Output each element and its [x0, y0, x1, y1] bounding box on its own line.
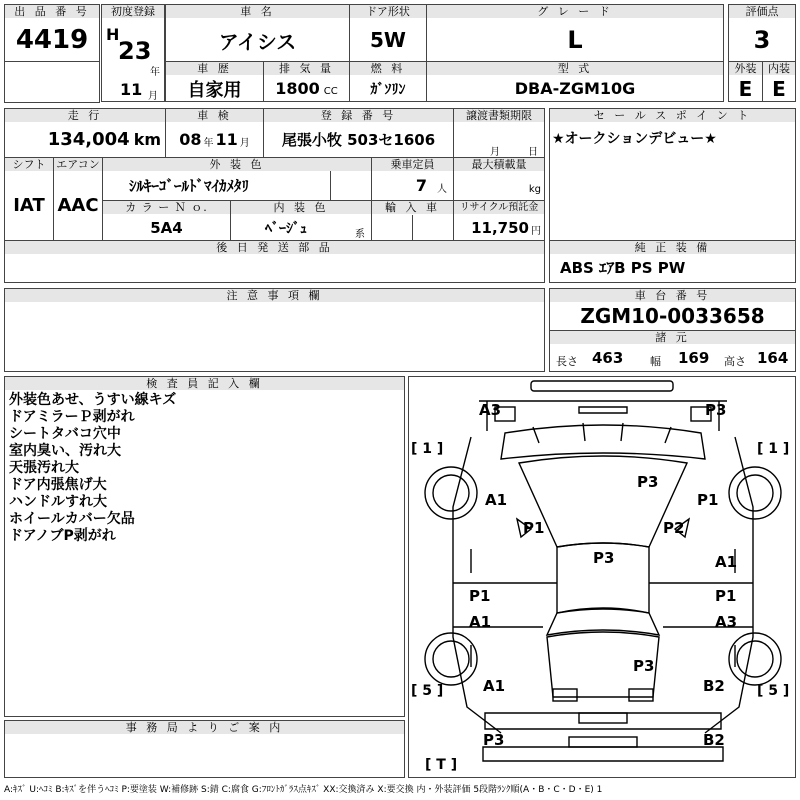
wheel-front-left-inner: [433, 475, 469, 511]
shift-cell: [4, 157, 54, 241]
damage-mark: P2: [663, 519, 685, 537]
lot-number-label: 出 品 番 号: [5, 5, 99, 18]
interior-color-label: 内 装 色: [231, 201, 371, 214]
caution-label: 注 意 事 項 欄: [5, 289, 544, 302]
displacement: 1800: [275, 79, 320, 98]
damage-mark: B2: [703, 731, 725, 749]
car-name-label: 車 名: [166, 5, 349, 18]
damage-mark: [ 1 ]: [411, 441, 444, 457]
transfer-label: 譲渡書類期限: [454, 109, 544, 122]
month-unit: 月: [148, 91, 158, 102]
mileage-value: [5, 122, 165, 156]
damage-mark: B2: [703, 677, 725, 695]
score-cell: [728, 4, 796, 62]
ac: AAC: [57, 194, 99, 216]
load-unit: kg: [528, 184, 541, 195]
interior-rating: E: [772, 76, 786, 101]
office-cell: [4, 720, 405, 778]
capacity-unit: 人: [437, 183, 447, 195]
model-cell: [426, 61, 724, 102]
rear-view-shape: [483, 747, 723, 761]
interior-label: 内装: [763, 62, 795, 75]
damage-mark: [ T ]: [425, 757, 458, 773]
inspection-month: 11: [215, 129, 238, 149]
inspector-notes: [5, 390, 404, 547]
inspection-year-unit: 年: [203, 137, 214, 149]
interior-color-cell: [230, 200, 372, 241]
displacement-label: 排 気 量: [264, 62, 349, 75]
plate-number: 尾張小牧 503セ1606: [281, 130, 436, 149]
exterior-cell: [728, 61, 763, 102]
sales-point-cell: [549, 108, 796, 241]
chassis-cell: [549, 288, 796, 331]
import-divider: [412, 215, 413, 241]
length-label: 長さ: [556, 355, 578, 368]
inspector-note: ドアミラーＰ剥がれ: [9, 409, 135, 425]
hood-shape: [501, 425, 705, 459]
door-lines-right: [649, 549, 753, 667]
recycle-label: リサイクル預託金: [454, 201, 544, 214]
office-label: 事 務 局 よ り ご 案 内: [5, 721, 404, 734]
hood-vents-shape: [533, 423, 671, 443]
history-label: 車 歴: [166, 62, 263, 75]
exterior-label: 外装: [729, 62, 762, 75]
inspector-note: ドア内張焦げ大: [9, 477, 107, 493]
spec-label: 諸 元: [550, 331, 795, 344]
inspection-year: 08: [179, 129, 202, 149]
damage-mark: A3: [715, 613, 738, 631]
door-cell: [349, 4, 427, 62]
plate-label: 登 録 番 号: [264, 109, 453, 122]
damage-mark: A1: [483, 677, 506, 695]
grille-detail-shape: [579, 407, 627, 413]
damage-mark: P3: [483, 731, 505, 749]
inspector-note: ドアノブP剥がれ: [9, 528, 116, 544]
inspector-note: ハンドルすれ大: [9, 494, 107, 510]
mileage-label: 走 行: [5, 109, 165, 122]
damage-mark: A3: [479, 401, 502, 419]
first-registration-cell: [101, 4, 165, 102]
color-no-cell: [102, 200, 231, 241]
car-name-cell: [165, 4, 350, 62]
damage-mark: [ 5 ]: [757, 683, 790, 699]
spec-cell: [549, 330, 796, 372]
inspection-cell: [165, 108, 264, 158]
recycle-value: [454, 214, 544, 241]
grade: L: [567, 26, 583, 54]
color-label: 外 装 色: [103, 158, 371, 171]
color-no-label: カ ラ ー Ｎ ｏ.: [103, 201, 230, 214]
displacement-cell: [263, 61, 350, 102]
height: 164: [757, 349, 789, 367]
import-label: 輸 入 車: [372, 201, 453, 214]
damage-mark: [ 1 ]: [757, 441, 790, 457]
shift: IAT: [13, 194, 45, 216]
lot-number: 4419: [15, 25, 89, 55]
height-label: 高さ: [724, 355, 746, 368]
lot-number-cell: [4, 4, 100, 62]
load-cell: [453, 157, 545, 201]
transfer-cell: [453, 108, 545, 158]
genuine-equipment-label: 純 正 装 備: [550, 241, 795, 254]
ac-cell: [53, 157, 103, 241]
genuine-equipment: ABS ｴｱB PS PW: [560, 259, 686, 277]
chassis-label: 車 台 番 号: [550, 289, 795, 302]
color-no: 5A4: [150, 218, 183, 237]
width-label: 幅: [650, 355, 661, 368]
displacement-unit: CC: [323, 86, 338, 97]
taillight-right-shape: [629, 689, 653, 701]
history: 自家用: [187, 79, 242, 101]
shift-label: シフト: [5, 158, 53, 171]
sales-point-label: セ ー ル ス ポ イ ン ト: [550, 109, 795, 122]
recycle-unit: 円: [531, 226, 541, 237]
mileage-cell: [4, 108, 166, 158]
registration-month: 11: [120, 80, 143, 99]
capacity-value: [372, 171, 453, 199]
rear-window-shape: [547, 608, 659, 635]
chassis-number: ZGM10-0033658: [580, 303, 765, 328]
damage-mark: P3: [633, 657, 655, 675]
front-bumper-shape: [531, 381, 673, 391]
transfer-month-unit: 月: [490, 147, 500, 158]
later-parts-label: 後 日 発 送 部 品: [5, 241, 544, 254]
caution-cell: [4, 288, 545, 372]
damage-mark: P3: [637, 473, 659, 491]
damage-mark: P1: [697, 491, 719, 509]
fuel: ｶﾞｿﾘﾝ: [370, 81, 406, 98]
recycle-fee: 11,750: [471, 218, 529, 237]
first-registration-label: 初度登録: [102, 5, 164, 18]
grade-label: グ レ ー ド: [427, 5, 723, 18]
interior-color-unit: 系: [355, 229, 365, 240]
damage-mark: A1: [715, 553, 738, 571]
rear-view-detail: [569, 737, 637, 747]
damage-mark: [ 5 ]: [411, 683, 444, 699]
damage-map: [408, 376, 796, 778]
damage-mark: A1: [469, 613, 492, 631]
year-unit: 年: [150, 67, 160, 78]
damage-mark: P3: [593, 549, 615, 567]
color: ｼﾙｷｰｺﾞｰﾙﾄﾞﾏｲｶﾒﾀﾘ: [129, 176, 250, 195]
model: DBA-ZGM10G: [514, 79, 636, 98]
car-name: アイシス: [218, 29, 297, 54]
inspector-note: ホイールカバー欠品: [9, 511, 135, 527]
recycle-cell: [453, 200, 545, 241]
inspection-value: [166, 122, 263, 156]
wheel-front-right-inner: [737, 475, 773, 511]
car-diagram: [409, 377, 796, 778]
genuine-equipment-cell: [549, 240, 796, 283]
score-label: 評価点: [729, 5, 795, 18]
damage-mark: P1: [715, 587, 737, 605]
plate-cell: [263, 108, 454, 158]
mileage: 134,004: [47, 128, 130, 150]
inspection-month-unit: 月: [239, 137, 250, 149]
fuel-cell: [349, 61, 427, 102]
damage-mark: P1: [523, 519, 545, 537]
door-type: 5W: [370, 28, 406, 52]
rear-bumper-detail: [579, 713, 627, 723]
door-label: ドア形状: [350, 5, 426, 18]
taillight-left-shape: [553, 689, 577, 701]
history-cell: [165, 61, 264, 102]
capacity: 7: [415, 175, 427, 195]
exterior-rating: E: [738, 76, 753, 101]
interior-cell: [762, 61, 796, 102]
transfer-day-unit: 日: [528, 147, 538, 158]
model-label: 型 式: [427, 62, 723, 75]
legend-footer: A:ｷｽﾞ U:ﾍｺﾐ B:ｷｽﾞを伴うﾍｺﾐ P:要塗装 W:補修跡 S:錆 C:腐食 G:ﾌﾛﾝﾄｶﾞﾗｽ点ｷｽﾞ XX:交換済み X:要交換 内・外装評価 5段階ﾗﾝｸ順(A・B・C・D・E) 1: [4, 785, 603, 795]
width: 169: [678, 349, 710, 367]
color-divider: [330, 171, 372, 201]
sales-point: ★オークションデビュー★: [552, 131, 717, 147]
load-label: 最大積載量: [454, 158, 544, 171]
inspector-cell: [4, 376, 405, 717]
inspector-note: シートタバコ穴中: [9, 426, 121, 442]
length: 463: [592, 349, 624, 367]
front-grille-shape: [479, 401, 727, 431]
damage-mark: A1: [485, 491, 508, 509]
door-lines-left: [453, 549, 557, 667]
displacement-value: [264, 75, 349, 102]
mileage-unit: km: [133, 129, 161, 149]
grade-cell: [426, 4, 724, 62]
interior-color: ﾍﾞｰｼﾞｭ: [265, 221, 307, 237]
score: 3: [753, 26, 771, 54]
wheel-rear-left-inner: [433, 641, 469, 677]
capacity-label: 乗車定員: [372, 158, 453, 171]
inspection-label: 車 検: [166, 109, 263, 122]
era: H: [106, 25, 120, 44]
inspector-note: 室内臭い、汚れ大: [9, 443, 121, 459]
import-cell: [371, 200, 454, 241]
ac-label: エアコン: [54, 158, 102, 171]
capacity-cell: [371, 157, 454, 201]
fuel-label: 燃 料: [350, 62, 426, 75]
wheel-rear-right-inner: [737, 641, 773, 677]
damage-mark: P3: [705, 401, 727, 419]
later-parts-cell: [4, 240, 545, 283]
damage-mark: P1: [469, 587, 491, 605]
rear-bumper-shape: [485, 713, 721, 729]
inspector-note: 外装色あせ、うすい線キズ: [9, 392, 177, 408]
registration-year: 23: [118, 37, 152, 65]
inspector-label: 検 査 員 記 入 欄: [5, 377, 404, 390]
lot-number-spacer: [4, 61, 100, 103]
inspector-note: 天張汚れ大: [9, 460, 79, 476]
